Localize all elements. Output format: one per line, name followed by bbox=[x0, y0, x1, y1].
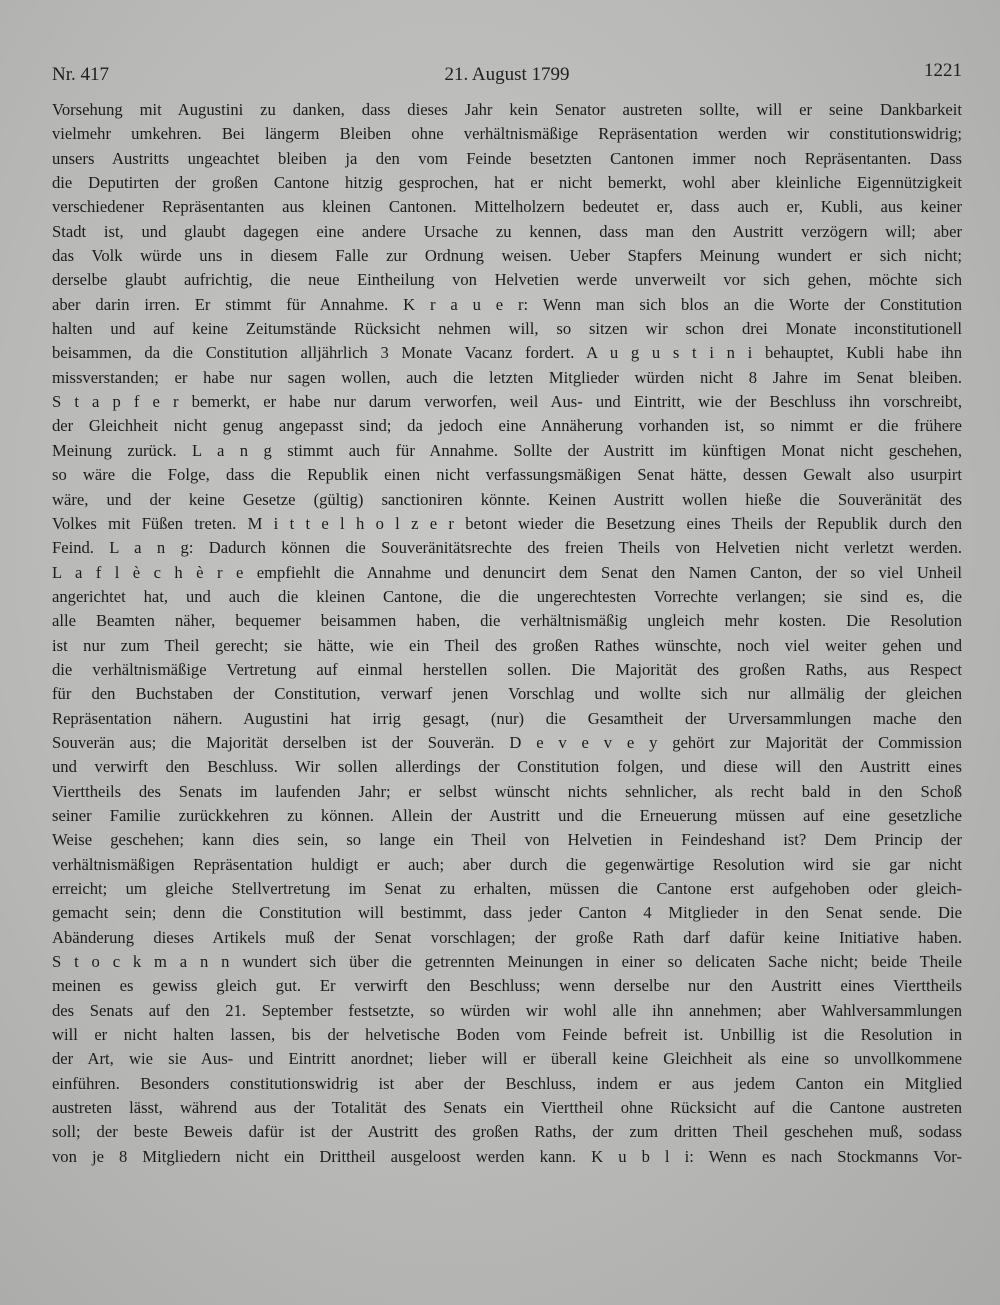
text-line: von je 8 Mitgliedern nicht ein Drittheil ausgeloost werden kann. K u b l i: Wenn es nach Stockmanns Vor- bbox=[52, 1146, 962, 1166]
text-line: meinen es gewiss gleich gut. Er verwirft den Beschluss; wenn derselbe nur den Austritt eines Vierttheils bbox=[52, 976, 962, 996]
text-line: Weise geschehen; kann dies sein, so lange ein Theil von Helvetien in Feindeshand ist? Dem Princip der bbox=[52, 830, 962, 850]
text-line: Stadt ist, und glaubt dagegen eine andere Ursache zu kennen, dass man den Austritt verzögern will; aber bbox=[52, 221, 962, 241]
text-line: für den Buchstaben der Constitution, verwarf jenen Vorschlag und wollte sich nur allmälig der gleichen bbox=[52, 684, 962, 704]
text-line: Feind. L a n g: Dadurch können die Souveränitätsrechte des freien Theils von Helvetien nicht verletzt werden. bbox=[52, 538, 962, 558]
text-line: halten und auf keine Zeitumstände Rücksicht nehmen will, so sitzen wir schon drei Monate inconstitutionell bbox=[52, 319, 962, 339]
text-line: unsers Austritts ungeachtet bleiben ja den vom Feinde besetzten Cantonen immer noch Repräsentanten. Dass bbox=[52, 148, 962, 168]
text-line: gemacht sein; denn die Constitution will bestimmt, dass jeder Canton 4 Mitglieder in den Senat sende. Die bbox=[52, 903, 962, 923]
text-line: aber darin irren. Er stimmt für Annahme. K r a u e r: Wenn man sich blos an die Worte der Constitution bbox=[52, 294, 962, 314]
page-number: 1221 bbox=[924, 60, 962, 81]
text-line: missverstanden; er habe nur sagen wollen, auch die letzten Mitglieder würden nicht 8 Jahre im Senat bleiben. bbox=[52, 367, 962, 387]
text-line: alle Beamten näher, bequemer beisammen haben, die verhältnismäßig ungleich mehr kosten. Die Resolution bbox=[52, 611, 962, 631]
text-line: verschiedener Repräsentanten aus kleinen Cantonen. Mittelholzern bedeutet er, dass auch er, Kubli, aus keiner bbox=[52, 197, 962, 217]
document-page bbox=[52, 58, 962, 1169]
text-line: Vorsehung mit Augustini zu danken, dass dieses Jahr kein Senator austreten sollte, will er seine Dankbarkeit bbox=[52, 100, 962, 119]
text-line: die verhältnismäßige Vertretung auf einmal herstellen sollen. Die Majorität des großen Raths, aus Respect bbox=[52, 659, 962, 679]
text-line: und verwirft den Beschluss. Wir sollen allerdings der Constitution folgen, und diese will den Austritt eines bbox=[52, 757, 962, 777]
text-line: ist nur zum Theil gerecht; sie hätte, wie ein Theil des großen Rathes wünschte, noch viel weiter gehen und bbox=[52, 635, 962, 655]
text-line: beisammen, da die Constitution alljährlich 3 Monate Vacanz fordert. A u g u s t i n i behauptet, Kubli habe ihn bbox=[52, 343, 962, 363]
text-line: einführen. Besonders constitutionswidrig ist aber der Beschluss, indem er aus jedem Canton ein Mitglied bbox=[52, 1073, 962, 1093]
text-line: soll; der beste Beweis dafür ist der Austritt des großen Raths, der zum dritten Theil geschehen muß, sodass bbox=[52, 1122, 962, 1142]
text-line: Vierttheils des Senats im laufenden Jahr; er selbst wünscht nichts sehnlicher, als recht bald in den Schoß bbox=[52, 781, 962, 801]
document-number: Nr. 417 bbox=[52, 64, 109, 85]
text-line: des Senats auf den 21. September festsetzte, so würden wir wohl alle ihn annehmen; aber Wahlversammlungen bbox=[52, 1000, 962, 1020]
text-line: vielmehr umkehren. Bei längerm Bleiben ohne verhältnismäßige Repräsentation werden wir constitutionswidrig; bbox=[52, 124, 962, 144]
text-line: S t a p f e r bemerkt, er habe nur darum verworfen, weil Aus- und Eintritt, wie der Beschluss ihn vorschreibt, bbox=[52, 392, 962, 412]
text-line: L a f l è c h è r e empfiehlt die Annahme und denuncirt dem Senat den Namen Canton, der so viel Unheil bbox=[52, 562, 962, 582]
text-line: verhältnismäßigen Repräsentation huldigt er auch; aber durch die gegenwärtige Resolution wird sie gar nicht bbox=[52, 854, 962, 874]
text-line: Volkes mit Füßen treten. M i t t e l h o l z e r betont wieder die Besetzung eines Theils der Republik durch den bbox=[52, 513, 962, 533]
page-header bbox=[52, 58, 962, 92]
text-line: austreten lässt, während aus der Totalität des Senats ein Vierttheil ohne Rücksicht auf die Cantone austreten bbox=[52, 1098, 962, 1118]
text-line: will er nicht halten lassen, bis der helvetische Boden vom Feinde befreit ist. Unbillig ist die Resolution in bbox=[52, 1025, 962, 1045]
text-line: seiner Familie zurückkehren zu können. Allein der Austritt und die Erneuerung müssen auf eine gesetzliche bbox=[52, 805, 962, 825]
text-line: der Art, wie sie Aus- und Eintritt anordnet; lieber will er überall keine Gleichheit als eine so unvollkommene bbox=[52, 1049, 962, 1069]
text-line: Meinung zurück. L a n g stimmt auch für Annahme. Sollte der Austritt im künftigen Monat nicht geschehen, bbox=[52, 440, 962, 460]
header-date: 21. August 1799 bbox=[444, 64, 570, 85]
text-line: das Volk würde uns in diesem Falle zur Ordnung weisen. Ueber Stapfers Meinung wundert er sich nicht; bbox=[52, 246, 962, 266]
text-line: der Gleichheit nicht genug angepasst sind; da jedoch eine Annäherung vorhanden ist, so nimmt er die frühere bbox=[52, 416, 962, 436]
text-line: derselbe glaubt aufrichtig, die neue Eintheilung von Helvetien werde unverweilt vor sich gehen, möchte sich bbox=[52, 270, 962, 290]
text-line: S t o c k m a n n wundert sich über die getrennten Meinungen in einer so delicaten Sache nicht; beide Theile bbox=[52, 952, 962, 972]
body-text bbox=[52, 98, 962, 1169]
text-line: die Deputirten der großen Cantone hitzig gesprochen, hat er nicht bemerkt, wohl aber kleinliche Eigennützigkeit bbox=[52, 173, 962, 193]
text-line: angerichtet hat, und auch die kleinen Cantone, die die ungerechtesten Vorrechte verlangen; sie sind es, die bbox=[52, 586, 962, 606]
text-line: Abänderung dieses Artikels muß der Senat vorschlagen; der große Rath darf dafür keine Initiative haben. bbox=[52, 927, 962, 947]
text-line: so wäre die Folge, dass die Republik einen nicht verfassungsmäßigen Senat hätte, dessen Gewalt also usurpirt bbox=[52, 465, 962, 485]
text-line: wäre, und der keine Gesetze (gültig) sanctioniren könnte. Keinen Austritt wollen hieße die Souveränität des bbox=[52, 489, 962, 509]
text-line: erreicht; um gleiche Stellvertretung im Senat zu erhalten, müssen die Cantone erst aufgehoben oder gleich- bbox=[52, 879, 962, 898]
text-line: Repräsentation nähern. Augustini hat irrig gesagt, (nur) die Gesamtheit der Urversammlungen mache den bbox=[52, 708, 962, 728]
text-line: Souverän aus; die Majorität derselben ist der Souverän. D e v e v e y gehört zur Majorität der Commission bbox=[52, 732, 962, 752]
